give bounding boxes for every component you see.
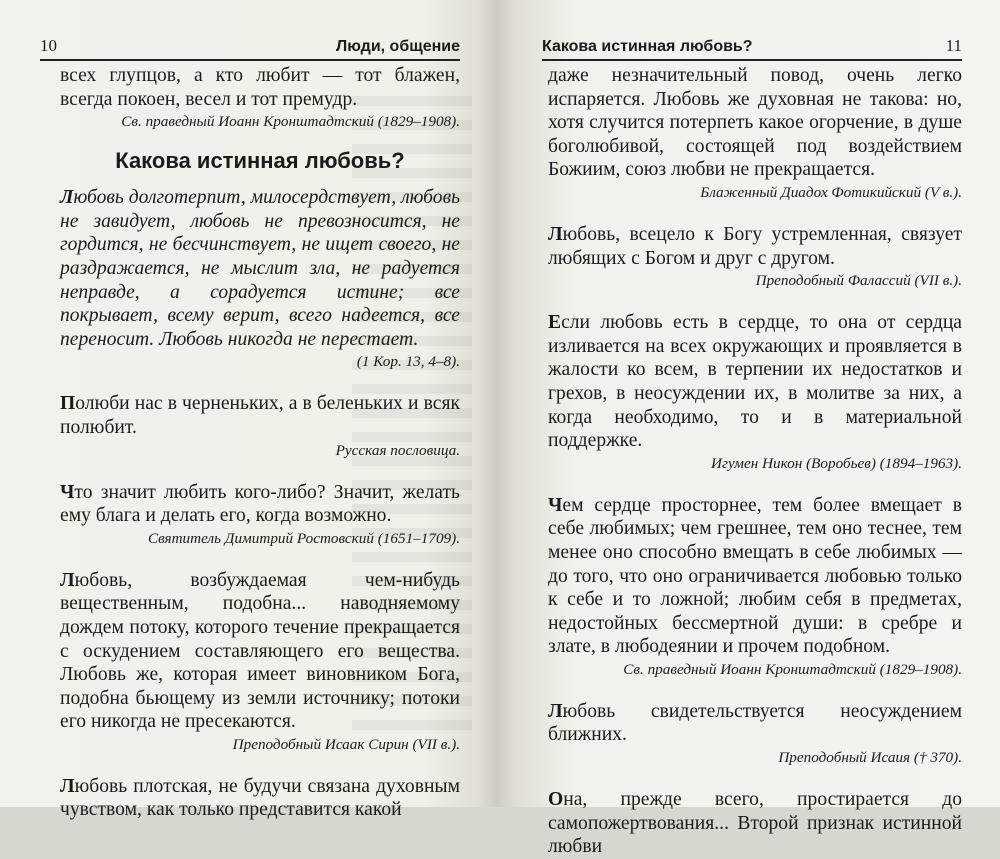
left-page — [0, 0, 498, 821]
section-title: Какова истинная любовь? — [115, 148, 405, 174]
right-page-content — [548, 64, 962, 859]
quote-text: Если любовь есть в сердце, то она от сердца изливается на всех окружающих и проявляется в жалости ко всем, в терпении их недостатков и грехов, в неосуждении их, в молитве за них, а когда необходимо, то и в материальной поддержке. — [548, 312, 962, 452]
right-running-header — [542, 28, 962, 61]
quote-attribution: Русская пословица. — [335, 441, 460, 459]
quote-attribution: Святитель Димитрий Ростовский (1651–1709). — [148, 529, 460, 547]
running-head-left: Люди, общение — [335, 38, 460, 55]
running-head-right: Какова истинная любовь? — [542, 38, 753, 55]
quote-text: Любовь долготерпит, милосердствует, любовь не завидует, любовь не превозносится, не гордится, не бесчинствует, не ищет своего, не раздражается, не мыслит зла, не радуется неправде, а сорадуется истине; все покрывает, всему верит, всего надеется, все переносит. Любовь никогда не перестает. — [60, 187, 460, 350]
left-running-header — [40, 28, 460, 61]
quote-text: Любовь, всецело к Богу устремленная, связует любящих с Богом и друг с другом. — [548, 223, 962, 269]
quote-text: Любовь, возбуждаемая чем-нибудь вещественным, подобна... наводняемому дождем потоку, которого течение прекращается с оскудением составляющего его вещества. Любовь же, которая имеет виновником Бога, подобна бьющему из земли источнику; потоки его никогда не пресекаются. — [60, 569, 460, 733]
quote-attribution: (1 Кор. 13, 4–8). — [356, 353, 460, 371]
quote-attribution: Св. праведный Иоанн Кронштадтский (1829–1908). — [623, 660, 962, 678]
quote-text: Чем сердце просторнее, тем более вмещает в себе любимых; чем грешнее, тем оно теснее, тем менее оно способно вмещать в себе любимых — до того, что оно ограничивается любовью только к себе и то ложной; любим себя в предметах, недостойных бессмертной души: в сребре и злате, в любодеянии и прочем подобном. — [548, 494, 962, 658]
quote-text: Полюби нас в черненьких, а в беленьких и всяк полюбит. — [60, 393, 460, 438]
quote-attribution: Блаженный Диадох Фотикийский (V в.). — [700, 183, 962, 201]
page-number-right: 11 — [945, 36, 962, 55]
quote-attribution: Преподобный Фалассий (VII в.). — [755, 272, 962, 290]
quote-text: Что значит любить кого-либо? Значит, желать ему блага и делать его, когда возможно. — [60, 481, 460, 527]
quote-attribution: Игумен Никон (Воробьев) (1894–1963). — [711, 454, 962, 472]
quote-text: Она, прежде всего, простирается до самопожертвования... Второй признак истинной любви — [548, 789, 962, 858]
left-page-content — [60, 64, 460, 822]
quote-text: Любовь свидетельствуется неосуждением ближних. — [548, 700, 962, 746]
quote-attribution: Преподобный Исаак Сирин (VII в.). — [232, 735, 460, 753]
quote-attribution: Преподобный Исаия († 370). — [778, 749, 962, 767]
quote-text: даже незначительный повод, очень легко испаряется. Любовь же духовная не такова: но, хотя случится потерпеть какое огорчение, в душе боголюбивой, состоящей под воздействием Божиим, союз любви не прекращается. — [548, 65, 962, 181]
intro-text: всех глупцов, а кто любит — тот блажен, всегда покоен, весел и тот премудр. — [60, 65, 460, 110]
quote-text: Любовь плотская, не будучи связана духовным чувством, как только представится какой — [60, 775, 460, 821]
right-page — [498, 0, 1000, 858]
page-number-left: 10 — [40, 36, 57, 55]
intro-attribution: Св. праведный Иоанн Кронштадтский (1829–1908). — [121, 113, 460, 131]
